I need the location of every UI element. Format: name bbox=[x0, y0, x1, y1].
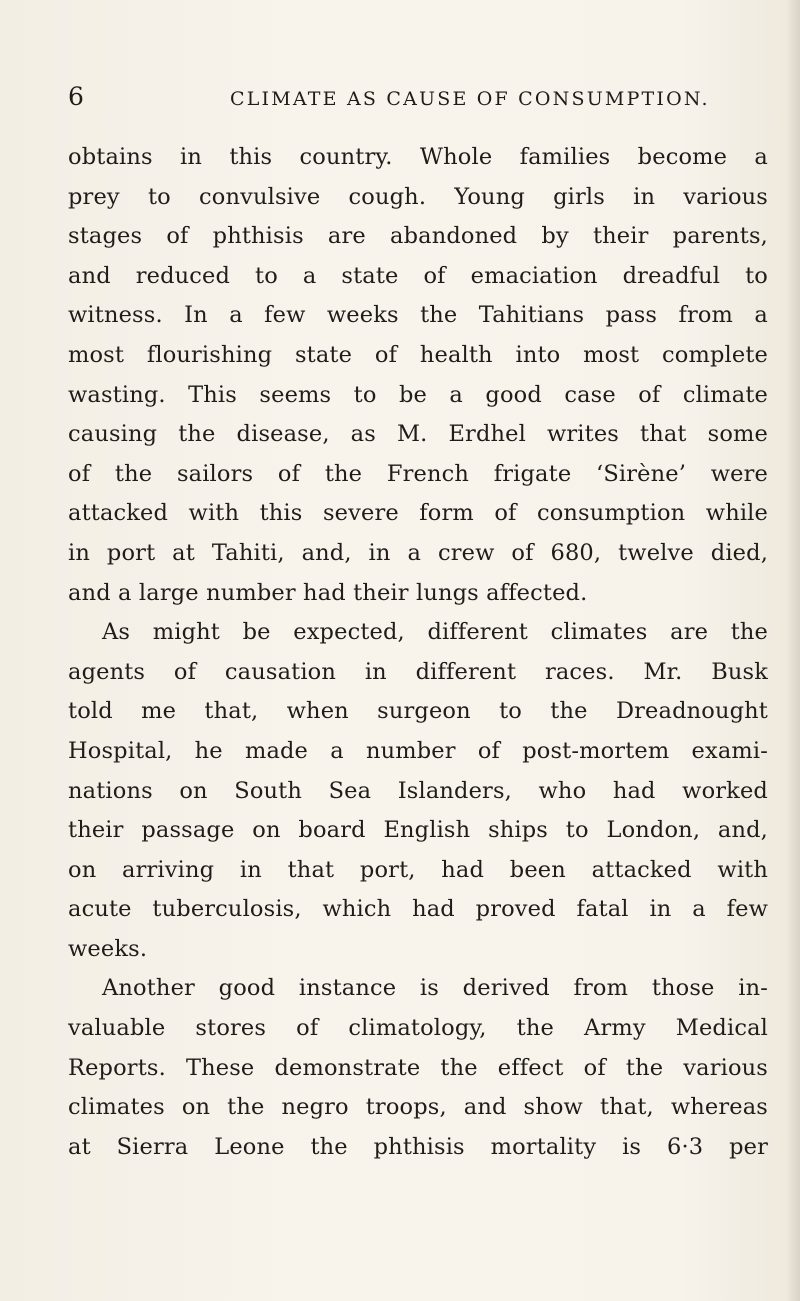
text-line: stages of phthisis are abandoned by their parents, bbox=[68, 223, 768, 250]
text-line: witness. In a few weeks the Tahitians pass from a bbox=[68, 302, 768, 329]
text-line: wasting. This seems to be a good case of climate bbox=[68, 381, 768, 408]
text-line: valuable stores of climatology, the Army Medical bbox=[68, 1015, 768, 1042]
text-line: climates on the negro troops, and show that, whereas bbox=[68, 1094, 768, 1121]
page-edge-shadow bbox=[786, 0, 800, 1301]
body-text bbox=[68, 138, 768, 1167]
text-line: and a large number had their lungs affected. bbox=[68, 579, 588, 606]
text-line: at Sierra Leone the phthisis mortality is 6·3 per bbox=[68, 1133, 768, 1160]
text-line: prey to convulsive cough. Young girls in various bbox=[68, 183, 768, 210]
text-line: most flourishing state of health into most complete bbox=[68, 341, 768, 368]
text-line: their passage on board English ships to London, and, bbox=[68, 817, 768, 844]
text-line: of the sailors of the French frigate ‘Sirène’ were bbox=[68, 460, 768, 487]
text-line: weeks. bbox=[68, 935, 148, 962]
text-line: nations on South Sea Islanders, who had worked bbox=[68, 777, 768, 804]
page-number: 6 bbox=[68, 82, 84, 111]
text-line: obtains in this country. Whole families become a bbox=[68, 144, 768, 170]
text-line: causing the disease, as M. Erdhel writes that some bbox=[68, 421, 768, 448]
text-line: Hospital, he made a number of post-mortem exami- bbox=[68, 737, 768, 764]
text-line: told me that, when surgeon to the Dreadnought bbox=[68, 698, 768, 725]
page-header bbox=[68, 82, 768, 122]
text-line: Reports. These demonstrate the effect of the various bbox=[68, 1054, 768, 1081]
text-line: in port at Tahiti, and, in a crew of 680, twelve died, bbox=[68, 539, 768, 566]
text-line: and reduced to a state of emaciation dreadful to bbox=[68, 262, 768, 289]
text-line: acute tuberculosis, which had proved fatal in a few bbox=[68, 896, 768, 923]
text-line: attacked with this severe form of consumption while bbox=[68, 500, 768, 527]
text-line: Another good instance is derived from those in- bbox=[102, 975, 768, 1002]
text-line: on arriving in that port, had been attacked with bbox=[68, 856, 768, 883]
text-line: As might be expected, different climates are the bbox=[102, 619, 768, 646]
text-line: agents of causation in different races. Mr. Busk bbox=[68, 658, 768, 685]
running-head: CLIMATE AS CAUSE OF CONSUMPTION. bbox=[230, 88, 710, 110]
